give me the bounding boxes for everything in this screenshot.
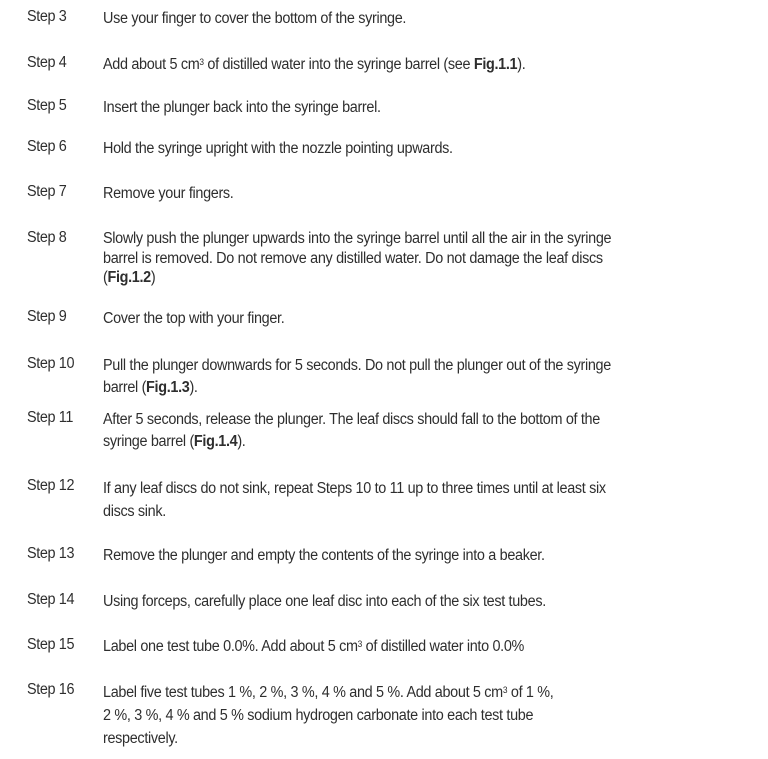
step-label: Step 14 bbox=[27, 591, 75, 608]
text-segment: Add about 5 cm bbox=[103, 56, 200, 73]
figure-reference: Fig.1.1 bbox=[473, 56, 518, 73]
step-line: discs sink. bbox=[103, 503, 166, 520]
step-line: Slowly push the plunger upwards into the syringe barrel until all the air in the syringe bbox=[103, 230, 612, 247]
step-line bbox=[103, 377, 698, 399]
step-line bbox=[103, 431, 698, 453]
step-line: Using forceps, carefully place one leaf disc into each of the six test tubes. bbox=[103, 593, 546, 610]
superscript: 3 bbox=[199, 57, 204, 67]
step-label: Step 12 bbox=[27, 477, 75, 494]
step-label: Step 4 bbox=[27, 54, 67, 71]
step-line: Insert the plunger back into the syringe barrel. bbox=[103, 99, 381, 116]
step-line: 2 %, 3 %, 4 % and 5 % sodium hydrogen carbonate into each test tube bbox=[103, 707, 534, 724]
step-line: Hold the syringe upright with the nozzle pointing upwards. bbox=[103, 140, 453, 157]
step-line: Remove your fingers. bbox=[103, 185, 234, 202]
text-segment: of distilled water into 0.0% bbox=[361, 638, 525, 655]
step-line: Remove the plunger and empty the contents of the syringe into a beaker. bbox=[103, 547, 545, 564]
step-text bbox=[103, 409, 743, 453]
step-label: Step 11 bbox=[27, 409, 74, 426]
step-label: Step 3 bbox=[27, 8, 67, 25]
step-line: If any leaf discs do not sink, repeat Steps 10 to 11 up to three times until at least six bbox=[103, 480, 606, 497]
step-label: Step 8 bbox=[27, 229, 67, 246]
text-segment: ( bbox=[103, 269, 108, 286]
text-segment: ). bbox=[189, 379, 198, 396]
superscript: 3 bbox=[357, 639, 362, 649]
step-text bbox=[103, 54, 743, 76]
step-line bbox=[103, 636, 698, 658]
step-label: Step 7 bbox=[27, 183, 67, 200]
step-text bbox=[103, 308, 743, 330]
step-text bbox=[103, 681, 743, 750]
step-text bbox=[103, 183, 743, 205]
step-label: Step 13 bbox=[27, 545, 75, 562]
step-line: Pull the plunger downwards for 5 seconds. Do not pull the plunger out of the syringe bbox=[103, 357, 611, 374]
step-label: Step 5 bbox=[27, 97, 67, 114]
step-text bbox=[103, 355, 743, 399]
text-segment: ). bbox=[237, 433, 246, 450]
step-line bbox=[103, 54, 698, 76]
figure-reference: Fig.1.3 bbox=[146, 379, 190, 396]
figure-reference: Fig.1.2 bbox=[107, 269, 151, 286]
step-label: Step 15 bbox=[27, 636, 75, 653]
step-label: Step 16 bbox=[27, 681, 75, 698]
step-text bbox=[103, 8, 743, 30]
step-label: Step 6 bbox=[27, 138, 67, 155]
step-label: Step 10 bbox=[27, 355, 75, 372]
step-text bbox=[103, 229, 743, 288]
text-segment: Label one test tube 0.0%. Add about 5 cm bbox=[103, 638, 358, 655]
step-text bbox=[103, 97, 743, 119]
text-segment: barrel ( bbox=[103, 379, 147, 396]
step-text bbox=[103, 591, 743, 613]
step-label: Step 9 bbox=[27, 308, 67, 325]
step-line: barrel is removed. Do not remove any distilled water. Do not damage the leaf discs bbox=[103, 249, 603, 267]
step-line bbox=[103, 681, 698, 704]
text-segment: Label five test tubes 1 %, 2 %, 3 %, 4 % and 5 %. Add about 5 cm bbox=[103, 684, 503, 701]
step-line: respectively. bbox=[103, 730, 178, 747]
superscript: 3 bbox=[502, 685, 508, 695]
step-line: After 5 seconds, release the plunger. The leaf discs should fall to the bottom of the bbox=[103, 411, 600, 428]
step-text bbox=[103, 636, 743, 658]
step-text bbox=[103, 545, 743, 567]
step-line: Use your finger to cover the bottom of the syringe. bbox=[103, 10, 407, 27]
step-line: Cover the top with your finger. bbox=[103, 310, 285, 327]
step-text bbox=[103, 477, 743, 523]
text-segment: of distilled water into the syringe barrel (see bbox=[203, 56, 474, 73]
text-segment: syringe barrel ( bbox=[103, 433, 194, 450]
step-text bbox=[103, 138, 743, 160]
text-segment: ) bbox=[150, 269, 156, 286]
text-segment: ). bbox=[517, 56, 526, 73]
step-line bbox=[103, 268, 698, 288]
figure-reference: Fig.1.4 bbox=[193, 433, 238, 450]
text-segment: of 1 %, bbox=[507, 684, 554, 701]
